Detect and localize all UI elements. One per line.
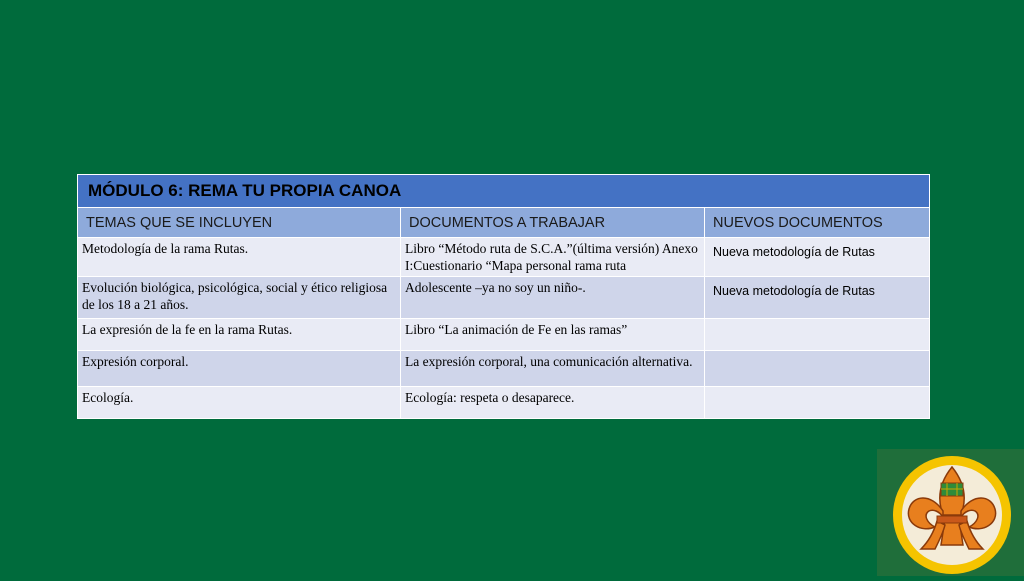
table-header-row	[78, 208, 930, 238]
table-cell	[705, 387, 930, 419]
table-cell: Ecología: respeta o desaparece.	[401, 387, 705, 419]
table-cell: Metodología de la rama Rutas.	[78, 238, 401, 277]
column-header-documentos: DOCUMENTOS A TRABAJAR	[401, 208, 705, 238]
table-title-row	[78, 175, 930, 208]
table-cell: La expresión corporal, una comunicación alternativa.	[401, 351, 705, 387]
table-row	[78, 351, 930, 387]
table-cell: Libro “La animación de Fe en las ramas”	[401, 319, 705, 351]
column-header-nuevos: NUEVOS DOCUMENTOS	[705, 208, 930, 238]
table-cell: Ecología.	[78, 387, 401, 419]
table-cell: Nueva metodología de Rutas	[705, 238, 930, 277]
scout-logo	[877, 449, 1024, 576]
table-row	[78, 277, 930, 319]
module-table-grid	[77, 174, 930, 419]
table-row	[78, 387, 930, 419]
table-cell: Expresión corporal.	[78, 351, 401, 387]
table-cell: Evolución biológica, psicológica, social y ético religiosa de los 18 a 21 años.	[78, 277, 401, 319]
table-cell: Nueva metodología de Rutas	[705, 277, 930, 319]
scout-fleur-de-lis-emblem-icon	[877, 449, 1024, 576]
column-header-temas: TEMAS QUE SE INCLUYEN	[78, 208, 401, 238]
table-cell: Libro “Método ruta de S.C.A.”(última versión) Anexo I:Cuestionario “Mapa personal rama ruta	[401, 238, 705, 277]
table-row	[78, 319, 930, 351]
table-cell: La expresión de la fe en la rama Rutas.	[78, 319, 401, 351]
table-cell	[705, 351, 930, 387]
module-table	[77, 174, 929, 419]
table-cell: Adolescente –ya no soy un niño-.	[401, 277, 705, 319]
table-row	[78, 238, 930, 277]
table-title: MÓDULO 6: REMA TU PROPIA CANOA	[78, 175, 930, 208]
table-cell	[705, 319, 930, 351]
